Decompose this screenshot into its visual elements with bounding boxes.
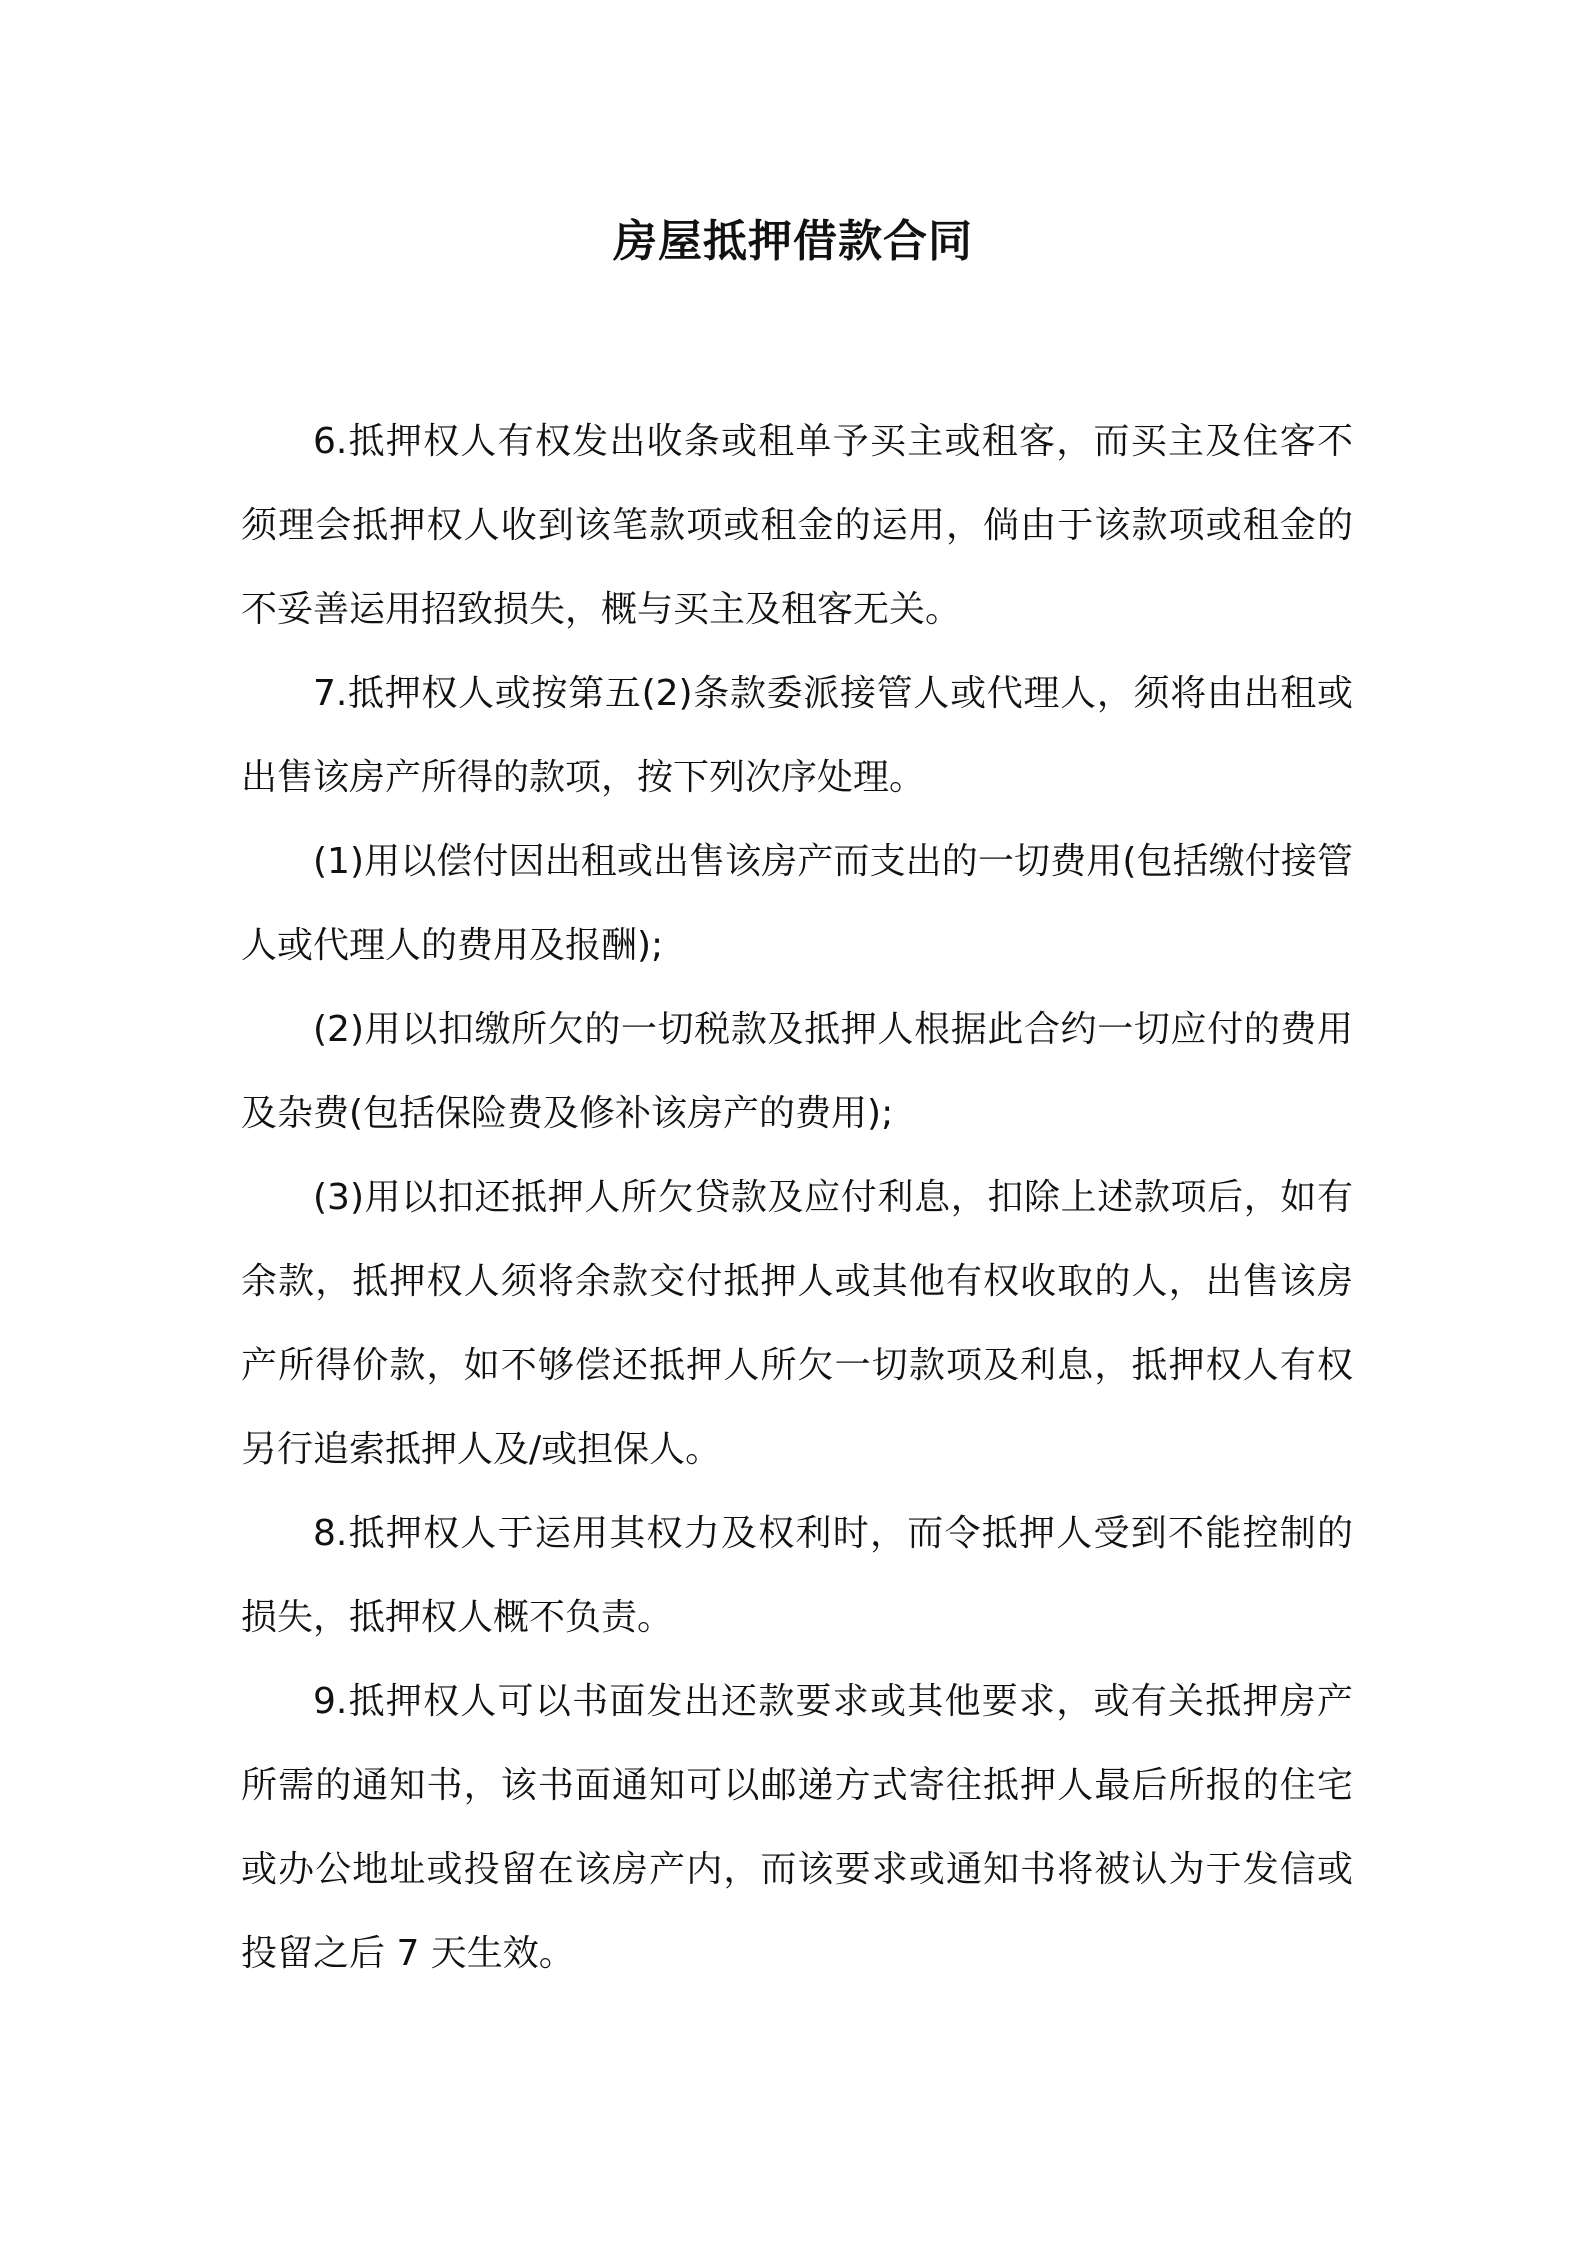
clause-8-paragraph: 8.抵押权人于运用其权力及权利时，而令抵押人受到不能控制的损失，抵押权人概不负责。: [241, 1513, 1353, 1638]
document-body: [241, 400, 1353, 1996]
document-title: 房屋抵押借款合同: [613, 216, 973, 267]
clause-7-paragraph: 7.抵押权人或按第五(2)条款委派接管人或代理人，须将由出租或出售该房产所得的款项，按下列次序处理。: [241, 673, 1353, 798]
clause-6-paragraph: 6.抵押权人有权发出收条或租单予买主或租客，而买主及住客不须理会抵押权人收到该笔款项或租金的运用，倘由于该款项或租金的不妥善运用招致损失，概与买主及租客无关。: [241, 421, 1353, 630]
clause-7-item-2-paragraph: (2)用以扣缴所欠的一切税款及抵押人根据此合约一切应付的费用及杂费(包括保险费及修补该房产的费用);: [241, 1009, 1353, 1134]
clause-7-item-3-paragraph: (3)用以扣还抵押人所欠贷款及应付利息，扣除上述款项后，如有余款，抵押权人须将余款交付抵押人或其他有权收取的人，出售该房产所得价款，如不够偿还抵押人所欠一切款项及利息，抵押权人有权另行追索抵押人及/或担保人。: [241, 1177, 1353, 1470]
clause-7-item-1-paragraph: (1)用以偿付因出租或出售该房产而支出的一切费用(包括缴付接管人或代理人的费用及报酬);: [241, 841, 1353, 966]
clause-9-paragraph: 9.抵押权人可以书面发出还款要求或其他要求，或有关抵押房产所需的通知书，该书面通知可以邮递方式寄往抵押人最后所报的住宅或办公地址或投留在该房产内，而该要求或通知书将被认为于发信或投留之后 7 天生效。: [241, 1681, 1353, 1974]
